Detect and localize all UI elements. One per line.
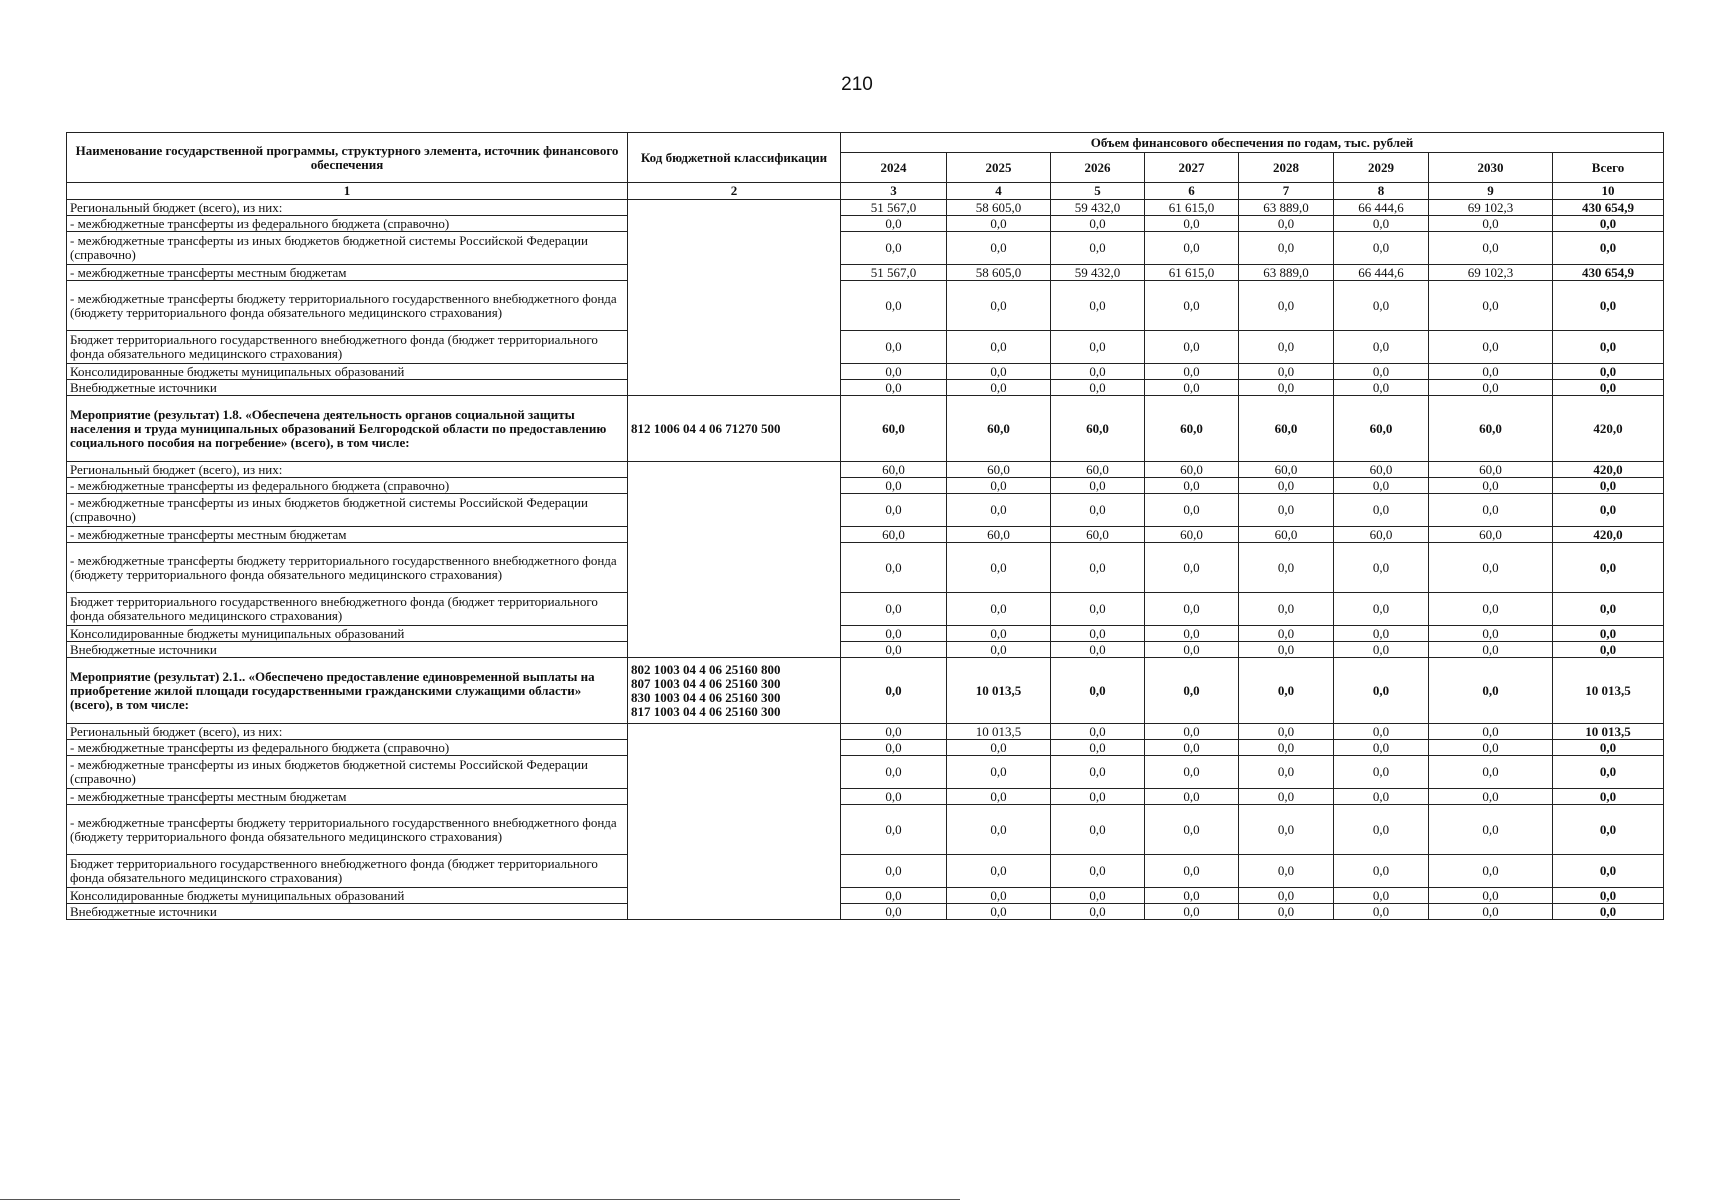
year-value: 0,0 (1334, 494, 1429, 527)
year-value: 0,0 (1145, 593, 1239, 626)
table-row (67, 724, 1664, 740)
year-value: 0,0 (947, 494, 1051, 527)
year-value: 0,0 (1051, 593, 1145, 626)
measure-value: 60,0 (841, 396, 947, 462)
header-year: 2028 (1239, 153, 1334, 183)
table-row (67, 855, 1664, 888)
source-name: Бюджет территориального государственного внебюджетного фонда (бюджет территориального фонда обязательного медицинского страхования) (67, 331, 628, 364)
table-row (67, 265, 1664, 281)
header-year: 2027 (1145, 153, 1239, 183)
table-row (67, 543, 1664, 593)
year-value: 0,0 (841, 232, 947, 265)
source-name: - межбюджетные трансферты бюджету территориального государственного внебюджетного фонда (бюджету территориального фонда обязательного медицинского страхования) (67, 281, 628, 331)
header-year: 2024 (841, 153, 947, 183)
table-body (67, 200, 1664, 920)
year-value: 0,0 (1429, 281, 1553, 331)
year-value: 0,0 (1239, 380, 1334, 396)
year-value: 0,0 (1334, 855, 1429, 888)
measure-value: 60,0 (947, 396, 1051, 462)
year-value: 0,0 (1429, 805, 1553, 855)
year-value: 60,0 (1334, 527, 1429, 543)
year-value: 0,0 (1145, 756, 1239, 789)
year-value: 0,0 (1145, 888, 1239, 904)
total-value: 0,0 (1553, 331, 1664, 364)
measure-value: 0,0 (1051, 658, 1145, 724)
source-name: - межбюджетные трансферты из иных бюджетов бюджетной системы Российской Федерации (справочно) (67, 756, 628, 789)
source-name: - межбюджетные трансферты местным бюджетам (67, 789, 628, 805)
year-value: 0,0 (1429, 478, 1553, 494)
year-value: 0,0 (1429, 380, 1553, 396)
year-value: 0,0 (1239, 478, 1334, 494)
table-row (67, 888, 1664, 904)
year-value: 0,0 (1051, 888, 1145, 904)
year-value: 61 615,0 (1145, 200, 1239, 216)
source-name: Консолидированные бюджеты муниципальных образований (67, 364, 628, 380)
index-cell: 5 (1051, 183, 1145, 200)
year-value: 0,0 (1429, 642, 1553, 658)
empty-code-cell (628, 724, 841, 920)
total-value: 0,0 (1553, 543, 1664, 593)
index-cell: 2 (628, 183, 841, 200)
year-value: 0,0 (841, 593, 947, 626)
empty-code-cell (628, 200, 841, 396)
year-value: 0,0 (841, 543, 947, 593)
year-value: 0,0 (1051, 789, 1145, 805)
year-value: 0,0 (1051, 724, 1145, 740)
year-value: 0,0 (1051, 478, 1145, 494)
source-name: Региональный бюджет (всего), из них: (67, 724, 628, 740)
source-name: Внебюджетные источники (67, 380, 628, 396)
year-value: 0,0 (1145, 904, 1239, 920)
total-value: 10 013,5 (1553, 724, 1664, 740)
header-year: 2030 (1429, 153, 1553, 183)
year-value: 0,0 (1051, 543, 1145, 593)
year-value: 61 615,0 (1145, 265, 1239, 281)
year-value: 0,0 (1334, 364, 1429, 380)
year-value: 0,0 (841, 642, 947, 658)
year-value: 0,0 (1429, 494, 1553, 527)
header-total: Всего (1553, 153, 1664, 183)
year-value: 0,0 (947, 216, 1051, 232)
year-value: 0,0 (947, 478, 1051, 494)
total-value: 0,0 (1553, 756, 1664, 789)
index-cell: 8 (1334, 183, 1429, 200)
total-value: 0,0 (1553, 216, 1664, 232)
year-value: 58 605,0 (947, 265, 1051, 281)
year-value: 0,0 (1239, 756, 1334, 789)
year-value: 0,0 (947, 855, 1051, 888)
table-row (67, 642, 1664, 658)
year-value: 0,0 (841, 380, 947, 396)
year-value: 63 889,0 (1239, 200, 1334, 216)
table-row (67, 494, 1664, 527)
table-row (67, 364, 1664, 380)
year-value: 0,0 (1145, 216, 1239, 232)
measure-row (67, 658, 1664, 724)
table-row (67, 478, 1664, 494)
year-value: 0,0 (1429, 789, 1553, 805)
year-value: 0,0 (1334, 593, 1429, 626)
year-value: 0,0 (1334, 642, 1429, 658)
total-value: 0,0 (1553, 281, 1664, 331)
year-value: 0,0 (1051, 805, 1145, 855)
header-year: 2026 (1051, 153, 1145, 183)
year-value: 0,0 (947, 756, 1051, 789)
year-value: 0,0 (1334, 740, 1429, 756)
financing-table (66, 132, 1664, 920)
year-value: 0,0 (947, 626, 1051, 642)
source-name: Внебюджетные источники (67, 642, 628, 658)
year-value: 0,0 (1239, 593, 1334, 626)
year-value: 0,0 (1239, 494, 1334, 527)
measure-value: 60,0 (1051, 396, 1145, 462)
header-code: Код бюджетной классификации (628, 133, 841, 183)
year-value: 0,0 (947, 642, 1051, 658)
year-value: 0,0 (1239, 642, 1334, 658)
year-value: 0,0 (1334, 904, 1429, 920)
year-value: 0,0 (1429, 740, 1553, 756)
table-row (67, 216, 1664, 232)
year-value: 0,0 (1334, 789, 1429, 805)
year-value: 0,0 (947, 888, 1051, 904)
year-value: 0,0 (1239, 740, 1334, 756)
year-value: 0,0 (1429, 543, 1553, 593)
measure-value: 60,0 (1145, 396, 1239, 462)
total-value: 430 654,9 (1553, 200, 1664, 216)
year-value: 0,0 (1334, 626, 1429, 642)
page-number: 210 (841, 74, 873, 95)
year-value: 69 102,3 (1429, 200, 1553, 216)
year-value: 0,0 (1051, 642, 1145, 658)
measure-value: 0,0 (1334, 658, 1429, 724)
measure-total: 420,0 (1553, 396, 1664, 462)
year-value: 0,0 (947, 232, 1051, 265)
index-cell: 1 (67, 183, 628, 200)
table-row (67, 740, 1664, 756)
index-cell: 10 (1553, 183, 1664, 200)
measure-value: 60,0 (1429, 396, 1553, 462)
year-value: 0,0 (1239, 543, 1334, 593)
header-year: 2025 (947, 153, 1051, 183)
year-value: 0,0 (1334, 216, 1429, 232)
year-value: 0,0 (841, 216, 947, 232)
year-value: 60,0 (1051, 462, 1145, 478)
year-value: 0,0 (1334, 232, 1429, 265)
index-cell: 7 (1239, 183, 1334, 200)
year-value: 58 605,0 (947, 200, 1051, 216)
source-name: - межбюджетные трансферты из иных бюджетов бюджетной системы Российской Федерации (справочно) (67, 232, 628, 265)
year-value: 60,0 (1051, 527, 1145, 543)
year-value: 0,0 (1429, 364, 1553, 380)
total-value: 0,0 (1553, 494, 1664, 527)
year-value: 0,0 (1429, 593, 1553, 626)
year-value: 63 889,0 (1239, 265, 1334, 281)
source-name: Региональный бюджет (всего), из них: (67, 200, 628, 216)
year-value: 0,0 (1145, 364, 1239, 380)
year-value: 0,0 (841, 756, 947, 789)
year-value: 0,0 (947, 380, 1051, 396)
year-value: 0,0 (1429, 331, 1553, 364)
year-value: 0,0 (1239, 216, 1334, 232)
year-value: 0,0 (841, 740, 947, 756)
measure-row (67, 396, 1664, 462)
total-value: 0,0 (1553, 888, 1664, 904)
year-value: 0,0 (1145, 789, 1239, 805)
table-row (67, 281, 1664, 331)
year-value: 0,0 (841, 281, 947, 331)
year-value: 0,0 (947, 904, 1051, 920)
year-value: 60,0 (1239, 462, 1334, 478)
year-value: 0,0 (1051, 855, 1145, 888)
year-value: 0,0 (1429, 855, 1553, 888)
year-value: 0,0 (841, 626, 947, 642)
year-value: 0,0 (841, 904, 947, 920)
source-name: Внебюджетные источники (67, 904, 628, 920)
source-name: Бюджет территориального государственного внебюджетного фонда (бюджет территориального фонда обязательного медицинского страхования) (67, 855, 628, 888)
year-value: 0,0 (1145, 232, 1239, 265)
year-value: 0,0 (841, 855, 947, 888)
total-value: 0,0 (1553, 740, 1664, 756)
year-value: 0,0 (1334, 543, 1429, 593)
table-row (67, 200, 1664, 216)
measure-total: 10 013,5 (1553, 658, 1664, 724)
year-value: 60,0 (1429, 527, 1553, 543)
source-name: - межбюджетные трансферты из федерального бюджета (справочно) (67, 740, 628, 756)
year-value: 0,0 (947, 364, 1051, 380)
table-row (67, 904, 1664, 920)
year-value: 0,0 (841, 494, 947, 527)
year-value: 0,0 (1145, 494, 1239, 527)
source-name: Консолидированные бюджеты муниципальных образований (67, 888, 628, 904)
year-value: 0,0 (947, 281, 1051, 331)
table-row (67, 626, 1664, 642)
year-value: 60,0 (1145, 527, 1239, 543)
total-value: 0,0 (1553, 364, 1664, 380)
year-value: 0,0 (1145, 281, 1239, 331)
total-value: 420,0 (1553, 527, 1664, 543)
year-value: 0,0 (1429, 904, 1553, 920)
year-value: 60,0 (841, 462, 947, 478)
year-value: 0,0 (1239, 789, 1334, 805)
header-name: Наименование государственной программы, структурного элемента, источник финансового обеспечения (67, 133, 628, 183)
source-name: - межбюджетные трансферты местным бюджетам (67, 527, 628, 543)
year-value: 0,0 (1051, 494, 1145, 527)
table-row (67, 462, 1664, 478)
year-value: 60,0 (1334, 462, 1429, 478)
table-header (67, 133, 1664, 200)
header-group: Объем финансового обеспечения по годам, тыс. рублей (841, 133, 1664, 153)
index-cell: 9 (1429, 183, 1553, 200)
year-value: 0,0 (1145, 626, 1239, 642)
year-value: 0,0 (1145, 855, 1239, 888)
table-row (67, 331, 1664, 364)
year-value: 0,0 (841, 724, 947, 740)
measure-name: Мероприятие (результат) 2.1.. «Обеспечено предоставление единовременной выплаты на приобретение жилой площади государственными гражданскими служащими области» (всего), в том числе: (67, 658, 628, 724)
year-value: 59 432,0 (1051, 200, 1145, 216)
year-value: 0,0 (1334, 805, 1429, 855)
budget-code: 812 1006 04 4 06 71270 500 (628, 396, 841, 462)
year-value: 0,0 (1051, 756, 1145, 789)
year-value: 0,0 (947, 593, 1051, 626)
measure-value: 0,0 (841, 658, 947, 724)
total-value: 0,0 (1553, 789, 1664, 805)
measure-value: 0,0 (1429, 658, 1553, 724)
year-value: 0,0 (1145, 642, 1239, 658)
measure-value: 0,0 (1145, 658, 1239, 724)
total-value: 0,0 (1553, 805, 1664, 855)
year-value: 0,0 (1145, 331, 1239, 364)
total-value: 0,0 (1553, 478, 1664, 494)
year-value: 10 013,5 (947, 724, 1051, 740)
year-value: 0,0 (1051, 740, 1145, 756)
year-value: 0,0 (1429, 756, 1553, 789)
year-value: 0,0 (1239, 232, 1334, 265)
year-value: 0,0 (947, 805, 1051, 855)
year-value: 60,0 (1145, 462, 1239, 478)
measure-value: 0,0 (1239, 658, 1334, 724)
year-value: 60,0 (1429, 462, 1553, 478)
measure-value: 10 013,5 (947, 658, 1051, 724)
source-name: - межбюджетные трансферты из федерального бюджета (справочно) (67, 478, 628, 494)
total-value: 0,0 (1553, 593, 1664, 626)
year-value: 0,0 (947, 543, 1051, 593)
year-value: 0,0 (1239, 805, 1334, 855)
source-name: - межбюджетные трансферты из иных бюджетов бюджетной системы Российской Федерации (справочно) (67, 494, 628, 527)
measure-value: 60,0 (1239, 396, 1334, 462)
source-name: - межбюджетные трансферты бюджету территориального государственного внебюджетного фонда (бюджету территориального фонда обязательного медицинского страхования) (67, 543, 628, 593)
total-value: 0,0 (1553, 904, 1664, 920)
header-year: 2029 (1334, 153, 1429, 183)
year-value: 0,0 (1334, 888, 1429, 904)
year-value: 0,0 (1051, 216, 1145, 232)
year-value: 0,0 (841, 789, 947, 805)
year-value: 0,0 (1239, 888, 1334, 904)
total-value: 0,0 (1553, 232, 1664, 265)
year-value: 0,0 (1334, 724, 1429, 740)
year-value: 69 102,3 (1429, 265, 1553, 281)
year-value: 59 432,0 (1051, 265, 1145, 281)
year-value: 0,0 (1051, 626, 1145, 642)
year-value: 0,0 (1239, 281, 1334, 331)
year-value: 0,0 (1429, 232, 1553, 265)
year-value: 0,0 (947, 789, 1051, 805)
measure-value: 60,0 (1334, 396, 1429, 462)
year-value: 60,0 (841, 527, 947, 543)
year-value: 0,0 (1334, 331, 1429, 364)
year-value: 0,0 (1145, 380, 1239, 396)
year-value: 0,0 (841, 331, 947, 364)
source-name: - межбюджетные трансферты местным бюджетам (67, 265, 628, 281)
total-value: 0,0 (1553, 642, 1664, 658)
year-value: 0,0 (1051, 904, 1145, 920)
year-value: 0,0 (1334, 756, 1429, 789)
year-value: 0,0 (841, 478, 947, 494)
index-cell: 4 (947, 183, 1051, 200)
table-row (67, 593, 1664, 626)
year-value: 0,0 (947, 331, 1051, 364)
empty-code-cell (628, 462, 841, 658)
year-value: 0,0 (1239, 904, 1334, 920)
source-name: - межбюджетные трансферты бюджету территориального государственного внебюджетного фонда (бюджету территориального фонда обязательного медицинского страхования) (67, 805, 628, 855)
year-value: 0,0 (1145, 478, 1239, 494)
year-value: 0,0 (1239, 331, 1334, 364)
year-value: 51 567,0 (841, 265, 947, 281)
source-name: Консолидированные бюджеты муниципальных образований (67, 626, 628, 642)
year-value: 0,0 (841, 364, 947, 380)
total-value: 420,0 (1553, 462, 1664, 478)
year-value: 0,0 (1429, 888, 1553, 904)
year-value: 0,0 (1145, 740, 1239, 756)
year-value: 0,0 (1334, 478, 1429, 494)
year-value: 0,0 (1051, 281, 1145, 331)
source-name: - межбюджетные трансферты из федерального бюджета (справочно) (67, 216, 628, 232)
year-value: 0,0 (1239, 724, 1334, 740)
measure-name: Мероприятие (результат) 1.8. «Обеспечена деятельность органов социальной защиты населения и труда муниципальных образований Белгородской области по предоставлению социального пособия на погребение» (всего), в том числе: (67, 396, 628, 462)
year-value: 60,0 (947, 462, 1051, 478)
table-row (67, 232, 1664, 265)
total-value: 0,0 (1553, 626, 1664, 642)
year-value: 0,0 (1051, 380, 1145, 396)
source-name: Региональный бюджет (всего), из них: (67, 462, 628, 478)
index-cell: 3 (841, 183, 947, 200)
year-value: 66 444,6 (1334, 265, 1429, 281)
year-value: 51 567,0 (841, 200, 947, 216)
year-value: 0,0 (1334, 281, 1429, 331)
source-name: Бюджет территориального государственного внебюджетного фонда (бюджет территориального фонда обязательного медицинского страхования) (67, 593, 628, 626)
year-value: 0,0 (1051, 331, 1145, 364)
budget-code: 802 1003 04 4 06 25160 800 807 1003 04 4 06 25160 300 830 1003 04 4 06 25160 300 817 1003 04 4 06 25160 300 (628, 658, 841, 724)
year-value: 0,0 (841, 888, 947, 904)
year-value: 0,0 (1051, 364, 1145, 380)
year-value: 0,0 (1239, 855, 1334, 888)
total-value: 0,0 (1553, 855, 1664, 888)
year-value: 0,0 (1239, 626, 1334, 642)
total-value: 430 654,9 (1553, 265, 1664, 281)
year-value: 0,0 (1239, 364, 1334, 380)
year-value: 0,0 (1429, 216, 1553, 232)
index-cell: 6 (1145, 183, 1239, 200)
table-row (67, 789, 1664, 805)
year-value: 66 444,6 (1334, 200, 1429, 216)
year-value: 0,0 (1145, 543, 1239, 593)
year-value: 60,0 (1239, 527, 1334, 543)
year-value: 60,0 (947, 527, 1051, 543)
year-value: 0,0 (1429, 724, 1553, 740)
year-value: 0,0 (1429, 626, 1553, 642)
year-value: 0,0 (841, 805, 947, 855)
table-row (67, 756, 1664, 789)
year-value: 0,0 (1145, 805, 1239, 855)
year-value: 0,0 (1145, 724, 1239, 740)
table-row (67, 805, 1664, 855)
total-value: 0,0 (1553, 380, 1664, 396)
table-row (67, 380, 1664, 396)
year-value: 0,0 (1051, 232, 1145, 265)
table-row (67, 527, 1664, 543)
year-value: 0,0 (947, 740, 1051, 756)
year-value: 0,0 (1334, 380, 1429, 396)
